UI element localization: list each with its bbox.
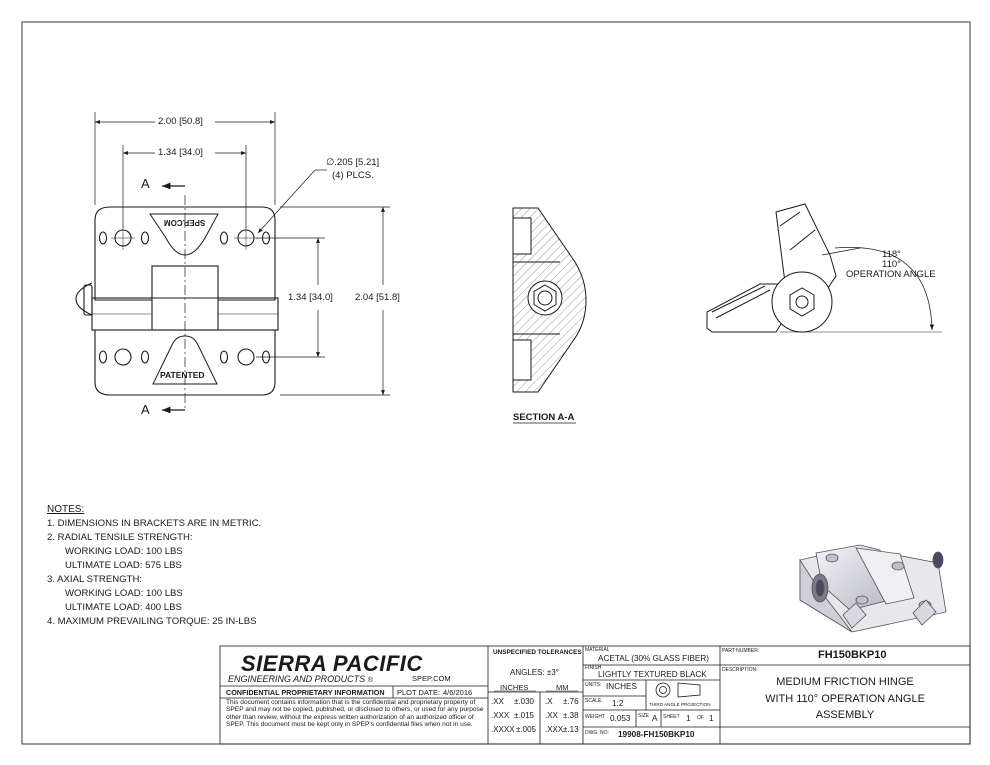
- dimension-lines: [95, 112, 390, 395]
- tol-xxxx: .XXXX: [491, 725, 515, 734]
- tolerance-inches-label: INCHES: [500, 683, 529, 692]
- tolerance-mm-label: MM: [556, 683, 569, 692]
- finish-label: FINISH: [585, 665, 602, 671]
- company-sub: [228, 674, 373, 684]
- tol-xx-mm: .XX: [545, 711, 558, 720]
- description-label: DESCRIPTION:: [722, 667, 758, 673]
- size-label: SIZE: [638, 713, 650, 719]
- dwg-label: DWG. NO:: [585, 730, 609, 736]
- scale-label: SCALE:: [585, 698, 603, 704]
- plot-date: 4/6/2016: [443, 688, 473, 697]
- tol-xxxx-val: ±.005: [516, 725, 536, 734]
- tol-xxx-mm-val: ±.13: [563, 725, 579, 734]
- tolerance-angles: ANGLES: ±3°: [510, 668, 559, 677]
- section-title: SECTION A-A: [513, 412, 575, 423]
- tol-xx: .XX: [491, 697, 504, 706]
- plot-date-label: PLOT DATE:: [397, 688, 441, 697]
- dim-hole-count: (4) PLCS.: [332, 170, 374, 181]
- tol-xx-val: ±.030: [514, 697, 534, 706]
- part-number: FH150BKP10: [818, 649, 887, 661]
- note-2b: ULTIMATE LOAD: 575 LBS: [65, 560, 182, 571]
- units-label: UNITS:: [585, 682, 602, 688]
- iso-render: [800, 545, 946, 632]
- size: A: [652, 714, 658, 723]
- section-marker-top: A: [141, 176, 150, 191]
- sheet-total: 1: [709, 714, 714, 723]
- confidential-text: This document contains information that is the confidential and proprietary property of SPEP and may not be copied, published, or disclosed to others, or used for any purpose other than review, without the express written authorization of an authorized officer of SPEP. This document must be kept only in SPEP's confidential files when not in use.: [226, 699, 484, 729]
- weight: 0.053: [610, 714, 631, 723]
- note-2: 2. RADIAL TENSILE STRENGTH:: [47, 532, 193, 543]
- note-2a: WORKING LOAD: 100 LBS: [65, 546, 183, 557]
- tol-x-mm: .X: [545, 697, 553, 706]
- dim-overall-height: 2.04 [51.8]: [355, 292, 400, 303]
- emboss-top-label: SPEP.COM: [164, 218, 206, 227]
- tol-xxx-mm: .XXX: [545, 725, 564, 734]
- dim-hole-diameter: ∅.205 [5.21]: [326, 157, 380, 168]
- sheet-border: [22, 22, 970, 744]
- angle-label: OPERATION ANGLE: [846, 269, 936, 280]
- of-label: OF: [697, 715, 704, 721]
- company-logo: SIERRA PACIFIC: [241, 651, 423, 676]
- note-4: 4. MAXIMUM PREVAILING TORQUE: 25 IN-LBS: [47, 616, 257, 627]
- section-view: [513, 208, 586, 392]
- notes-title: NOTES:: [47, 504, 85, 515]
- section-marker-bottom: A: [141, 402, 150, 417]
- tol-xxx: .XXX: [491, 711, 510, 720]
- note-3: 3. AXIAL STRENGTH:: [47, 574, 143, 585]
- description-line-2: WITH 110° OPERATION ANGLE: [765, 692, 925, 705]
- material-label: MATERIAL: [585, 647, 610, 653]
- tol-xxx-val: ±.015: [514, 711, 534, 720]
- part-number-label: PART NUMBER:: [722, 648, 760, 654]
- sheet-label: SHEET: [663, 714, 680, 720]
- finish: LIGHTLY TEXTURED BLACK: [598, 670, 707, 679]
- weight-label: WEIGHT: [585, 714, 605, 720]
- tol-xx-mm-val: ±.38: [563, 711, 579, 720]
- company-mark: ®: [367, 677, 373, 684]
- units: INCHES: [606, 682, 637, 691]
- tol-x-mm-val: ±.76: [563, 697, 579, 706]
- company-sub-text: ENGINEERING AND PRODUCTS: [228, 674, 366, 684]
- description-line-1: MEDIUM FRICTION HINGE: [776, 676, 914, 688]
- confidential-heading: CONFIDENTIAL PROPRIETARY INFORMATION: [226, 688, 385, 697]
- angle-secondary: 110°: [882, 259, 901, 270]
- note-1: 1. DIMENSIONS IN BRACKETS ARE IN METRIC.: [47, 518, 262, 529]
- material: ACETAL (30% GLASS FIBER): [598, 654, 710, 663]
- note-3a: WORKING LOAD: 100 LBS: [65, 588, 183, 599]
- dim-hole-spacing-horizontal: 1.34 [34.0]: [158, 147, 203, 158]
- projection: THIRD ANGLE PROJECTION: [649, 702, 711, 707]
- angle-primary: 118°: [882, 249, 901, 260]
- note-3b: ULTIMATE LOAD: 400 LBS: [65, 602, 182, 613]
- emboss-bottom-label: PATENTED: [160, 370, 205, 380]
- description: [721, 674, 969, 724]
- side-view: [707, 204, 836, 332]
- sheet-number: 1: [686, 714, 691, 723]
- tolerances-heading: UNSPECIFIED TOLERANCES: [493, 649, 582, 656]
- website: SPEP.COM: [412, 674, 451, 683]
- dim-overall-width: 2.00 [50.8]: [158, 116, 203, 127]
- dim-hole-spacing-vertical: 1.34 [34.0]: [288, 292, 333, 303]
- description-line-3: ASSEMBLY: [815, 709, 875, 721]
- dwg-number: 19908-FH150BKP10: [618, 730, 695, 739]
- scale: 1:2: [612, 699, 624, 708]
